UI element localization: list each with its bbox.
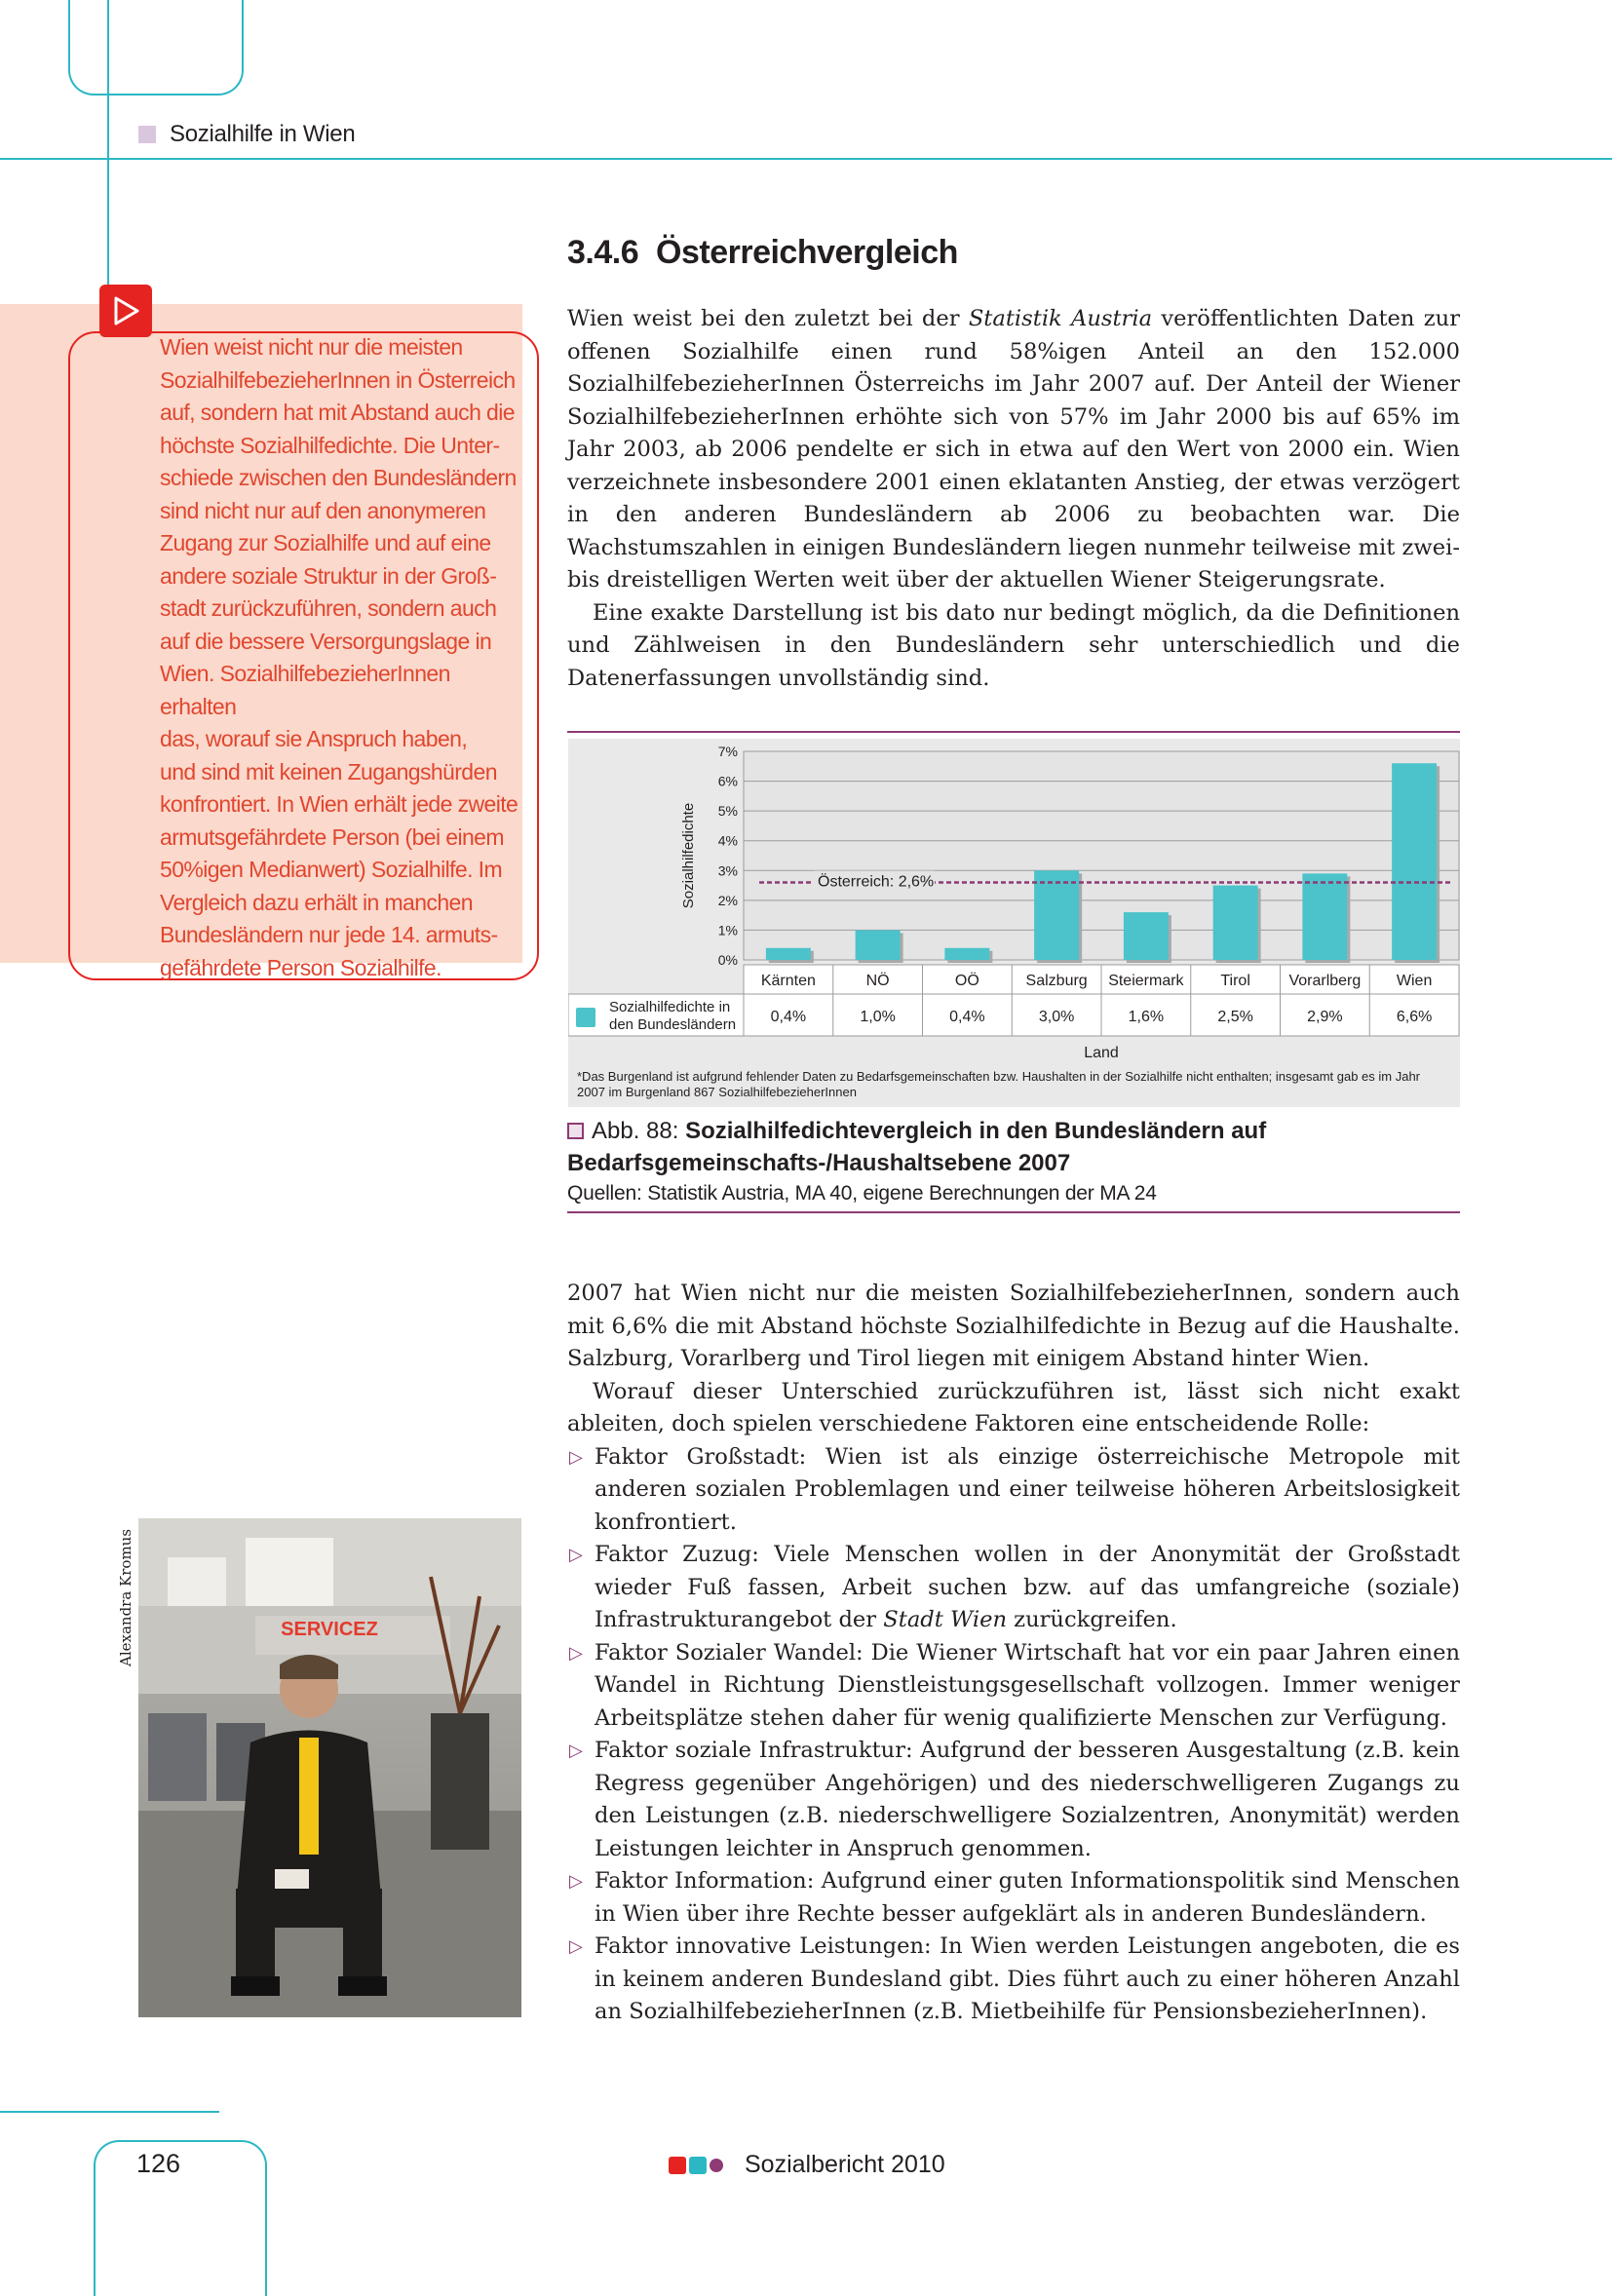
factor-item: ▷ Faktor Zuzug: Viele Menschen wollen in der Anonymität der Großstadt wieder Fuß fassen, Arbeit suchen bzw. auf das umfangreiche (soziale) Infrastrukturangebot der Stadt Wien zurückgreifen. [567, 1539, 1460, 1637]
bar [1392, 763, 1437, 960]
factor-item: ▷ Faktor Information: Aufgrund einer guten Informationspolitik sind Menschen in Wien über ihre Rechte besser aufgeklärt als in anderen Bundesländern. [567, 1865, 1460, 1931]
bullet-triangle-icon: ▷ [569, 1642, 583, 1664]
section-heading: Österreichvergleich [656, 234, 958, 271]
y-tick-label: 7% [717, 744, 738, 759]
x-tick-label: NÖ [865, 973, 890, 989]
factor-item: ▷ Faktor Großstadt: Wien ist als einzige österreichische Metropole mit anderen sozialen Problemlagen und einer teilweise höheren Arbeitslosigkeit konfrontiert. [567, 1441, 1460, 1540]
play-triangle-icon [99, 285, 152, 337]
sidebar-note-line: konfrontiert. In Wien erhält jede zweite [160, 791, 518, 817]
x-tick-label: Steiermark [1108, 973, 1184, 989]
data-label: 3,0% [1038, 1009, 1075, 1025]
section-number: 3.4.6 [567, 234, 639, 271]
figure-source: Quellen: Statistik Austria, MA 40, eigene Berechnungen der MA 24 [567, 1182, 1157, 1205]
y-tick-label: 0% [717, 952, 738, 968]
factor-item: ▷ Faktor soziale Infrastruktur: Aufgrund der besseren Ausgestaltung (z.B. kein Regress gegenüber Angehörigen) und des niederschwelligeren Zugangs zu den Leistungen (z.B. niederschwelligere Sozialzentren, Anonymität) werden Leistungen leichter in Anspruch genommen. [567, 1735, 1460, 1865]
data-label: 0,4% [770, 1009, 807, 1025]
x-tick-label: Vorarlberg [1288, 973, 1362, 989]
footer-title: Sozialbericht 2010 [745, 2151, 945, 2178]
x-axis-label: Land [1084, 1045, 1119, 1061]
y-tick-label: 4% [717, 832, 738, 849]
bullet-triangle-icon: ▷ [569, 1446, 583, 1468]
y-tick-label: 2% [717, 892, 738, 908]
waiting-room-photo [138, 1518, 521, 2017]
y-tick-label: 1% [717, 922, 738, 938]
sidebar-note-line: Bundesländern nur jede 14. armuts- [160, 922, 498, 947]
data-label: 1,6% [1128, 1009, 1165, 1025]
sidebar-note-line: stadt zurückzuführen, sondern auch [160, 595, 497, 621]
footer-rule [0, 2111, 219, 2113]
analysis-paragraph-2: Worauf dieser Unterschied zurückzuführen ist, lässt sich nicht exakt ableiten, doch spielen verschiedene Faktoren eine entscheidende Rolle: [567, 1378, 1460, 1436]
legend-swatch [576, 1008, 595, 1027]
factor-list [567, 1441, 1460, 2029]
bar [766, 948, 811, 960]
sidebar-note-line: Vergleich dazu erhält in manchen [160, 889, 473, 915]
bullet-triangle-icon: ▷ [569, 1936, 583, 1957]
data-label: 1,0% [860, 1009, 896, 1025]
caption-square-icon [567, 1123, 584, 1139]
bar [1034, 870, 1079, 960]
intro-paragraph-1: Wien weist bei den zuletzt bei der Statistik Austria veröffentlichten Daten zur offenen Sozialhilfe einen rund 58%igen Anteil an den 152.000 SozialhilfebezieherInnen Österreichs im Jahr 2007 auf. Der Anteil der Wiener SozialhilfebezieherInnen erhöhte sich von 57% im Jahr 2000 bis auf 65% im Jahr 2003, ab 2006 pendelte er sich in etwa auf den Wert von 2000 ein. Wien verzeichnete insbesondere 2001 einen eklatanten Anstieg, der etwas verzögert in den anderen Bundesländern ab 2006 zu beobachten war. Die Wachstumszahlen in einigen Bundesländern liegen nunmehr teilweise mit zwei- bis dreistelligen Werten weit über der aktuellen Wiener Steigerungsrate. [567, 306, 1460, 593]
data-label: 6,6% [1396, 1009, 1433, 1025]
data-label: 0,4% [949, 1009, 985, 1025]
figure-top-rule [567, 731, 1460, 733]
sidebar-note-line: Zugang zur Sozialhilfe und auf eine [160, 530, 491, 555]
section-title [567, 234, 958, 272]
intro-text [567, 303, 1460, 695]
intro-paragraph-2: Eine exakte Darstellung ist bis dato nur bedingt möglich, da die Definitionen und Zählweisen in den Bundesländern sehr unterschiedlich und die Datenerfassungen unvollständig sind. [567, 599, 1460, 691]
sidebar-note-line: armutsgefährdete Person (bei einem [160, 823, 504, 850]
chart-footnote: *Das Burgenland ist aufgrund fehlender Daten zu Bedarfsgemeinschaften bzw. Haushalten in der Sozialhilfe nicht enthalten; insgesamt gab es im Jahr 2007 im Burgenland 867 SozialhilfebezieherInnen [577, 1069, 1421, 1099]
bar [1302, 873, 1347, 960]
service-sign-text: SERVICEZ [281, 1619, 378, 1640]
analysis-paragraph-1: 2007 hat Wien nicht nur die meisten SozialhilfebezieherInnen, sondern auch mit 6,6% die mit Abstand höchste Sozialhilfedichte in Bezug auf die Haushalte. Salzburg, Vorarlberg und Tirol liegen mit einigem Abstand hinter Wien. [567, 1281, 1460, 1371]
header-square-icon [138, 126, 156, 143]
sidebar-note-line: gefährdete Person Sozialhilfe. [160, 954, 441, 980]
sidebar-note-line: sind nicht nur auf den anonymeren [160, 497, 486, 523]
sidebar-note-line: höchste Sozialhilfedichte. Die Unter- [160, 432, 500, 458]
figure-number: Abb. 88: [592, 1118, 679, 1144]
sidebar-note-line: SozialhilfebezieherInnen in Österreich [160, 366, 516, 393]
x-tick-label: Tirol [1220, 973, 1250, 989]
emphasis-statistik-austria: Statistik Austria [968, 306, 1153, 331]
bullet-triangle-icon: ▷ [569, 1741, 583, 1761]
sidebar-note-line: auf, sondern hat mit Abstand auch die [160, 400, 515, 425]
sidebar-note-line: 50%igen Medianwert) Sozialhilfe. Im [160, 857, 503, 882]
analysis-text [567, 1278, 1460, 2029]
report-logo-icon [669, 2157, 723, 2174]
bar [856, 930, 901, 960]
factor-item: ▷ Faktor Sozialer Wandel: Die Wiener Wirtschaft hat vor ein paar Jahren einen Wandel in Richtung Dienstleistungsgesellschaft vollzogen. Immer weniger Arbeitsplätze stehen daher für wenig qualifizierte Menschen zur Verfügung. [567, 1637, 1460, 1736]
factor-item: ▷ Faktor innovative Leistungen: In Wien werden Leistungen angeboten, die es in keinem anderen Bundesland gibt. Dies führt auch zu einer höheren Anzahl an SozialhilfebezieherInnen (z.B. Mietbeihilfe für PensionsbezieherInnen). [567, 1931, 1460, 2029]
running-header [138, 121, 355, 148]
sidebar-note-line: Wien weist nicht nur die meisten [160, 334, 463, 360]
y-tick-label: 5% [717, 803, 738, 820]
page-number: 126 [136, 2149, 181, 2178]
y-tick-label: 3% [717, 862, 738, 879]
legend-label: Sozialhilfedichte in den Bundesländern [609, 999, 737, 1033]
sidebar-note-line: andere soziale Struktur in der Groß- [160, 562, 497, 589]
x-tick-label: OÖ [954, 973, 979, 989]
photo-credit: Alexandra Kromus [117, 1528, 134, 1666]
y-axis-label: Sozialhilfedichte [680, 802, 697, 909]
x-tick-label: Salzburg [1025, 973, 1088, 989]
sidebar-note-line: Wien. SozialhilfebezieherInnen erhalten [160, 661, 450, 719]
figure-bottom-rule [567, 1211, 1460, 1213]
figure-caption [567, 1115, 1460, 1179]
bar [1124, 912, 1169, 960]
sidebar-note-line: das, worauf sie Anspruch haben, [160, 726, 468, 751]
bar-chart [568, 739, 1460, 1107]
reference-label: Österreich: 2,6% [818, 873, 935, 891]
x-tick-label: Wien [1396, 973, 1433, 989]
bar [944, 948, 989, 960]
bullet-triangle-icon: ▷ [569, 1871, 583, 1892]
x-tick-label: Kärnten [760, 973, 816, 989]
data-label: 2,9% [1307, 1009, 1343, 1025]
y-tick-label: 6% [717, 773, 738, 789]
plot-area [744, 751, 1459, 960]
figure-title: Sozialhilfedichtevergleich in den Bundesländern auf Bedarfsgemeinschafts-/Haushaltsebene 2007 [567, 1118, 1267, 1176]
running-header-title: Sozialhilfe in Wien [170, 121, 356, 147]
sidebar-note-line: schiede zwischen den Bundesländern [160, 465, 517, 490]
sidebar-note-text [160, 331, 528, 984]
sidebar-note-line: und sind mit keinen Zugangshürden [160, 758, 497, 784]
header-rule [0, 158, 1612, 160]
data-label: 2,5% [1217, 1009, 1253, 1025]
bullet-triangle-icon: ▷ [569, 1545, 583, 1565]
corner-frame-top [68, 0, 244, 96]
sidebar-note-line: auf die bessere Versorgungslage in [160, 628, 492, 654]
bar [1213, 886, 1258, 960]
